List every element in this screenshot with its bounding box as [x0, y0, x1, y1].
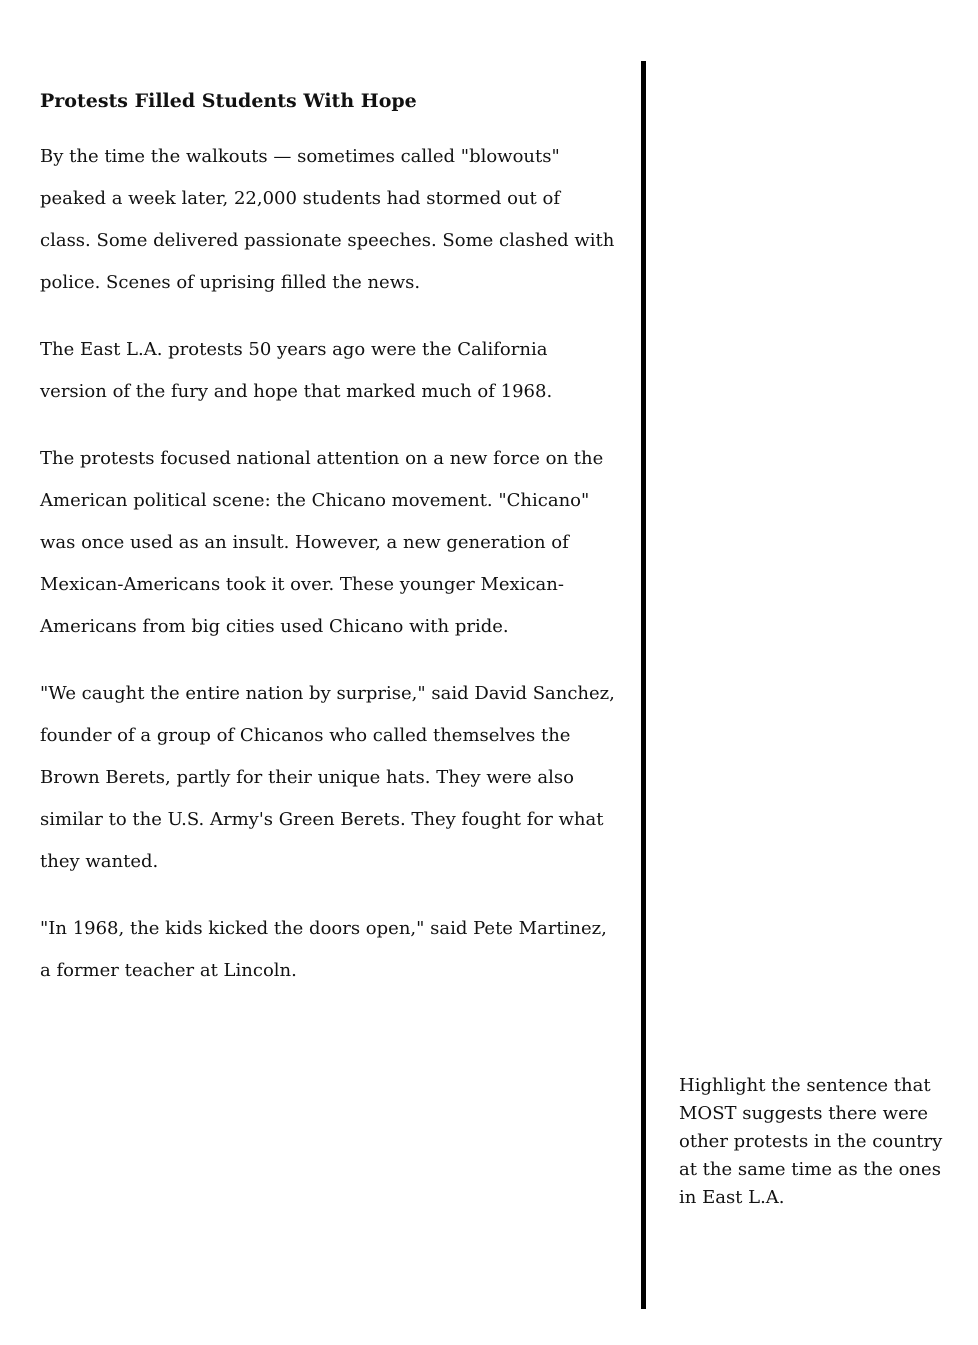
column-divider [641, 61, 646, 1309]
article-paragraph-2[interactable]: The East L.A. protests 50 years ago were the California version of the fury and hope that marked much of 1968. [40, 339, 553, 402]
article-title: Protests Filled Students With Hope [40, 90, 417, 112]
annotation-question: Highlight the sentence that MOST suggests there were other protests in the country at the same time as the ones in East L.A. [679, 1075, 943, 1208]
article-paragraph-5[interactable]: "In 1968, the kids kicked the doors open," said Pete Martinez, a former teacher at Lincoln. [40, 918, 607, 981]
article-paragraph-3[interactable]: The protests focused national attention on a new force on the American political scene: the Chicano movement. "Chicano" was once used as an insult. However, a new generation of Mexican-Americans took it over. These younger Mexican-Americans from big cities used Chicano with pride. [40, 448, 604, 637]
article-column [40, 86, 615, 1017]
article-paragraph-1[interactable]: By the time the walkouts — sometimes called "blowouts" peaked a week later, 22,000 students had stormed out of class. Some delivered passionate speeches. Some clashed with police. Scenes of uprising filled the news. [40, 146, 615, 293]
article-paragraph-4[interactable]: "We caught the entire nation by surprise," said David Sanchez, founder of a group of Chicanos who called themselves the Brown Berets, partly for their unique hats. They were also similar to the U.S. Army's Green Berets. They fought for what they wanted. [40, 683, 615, 872]
